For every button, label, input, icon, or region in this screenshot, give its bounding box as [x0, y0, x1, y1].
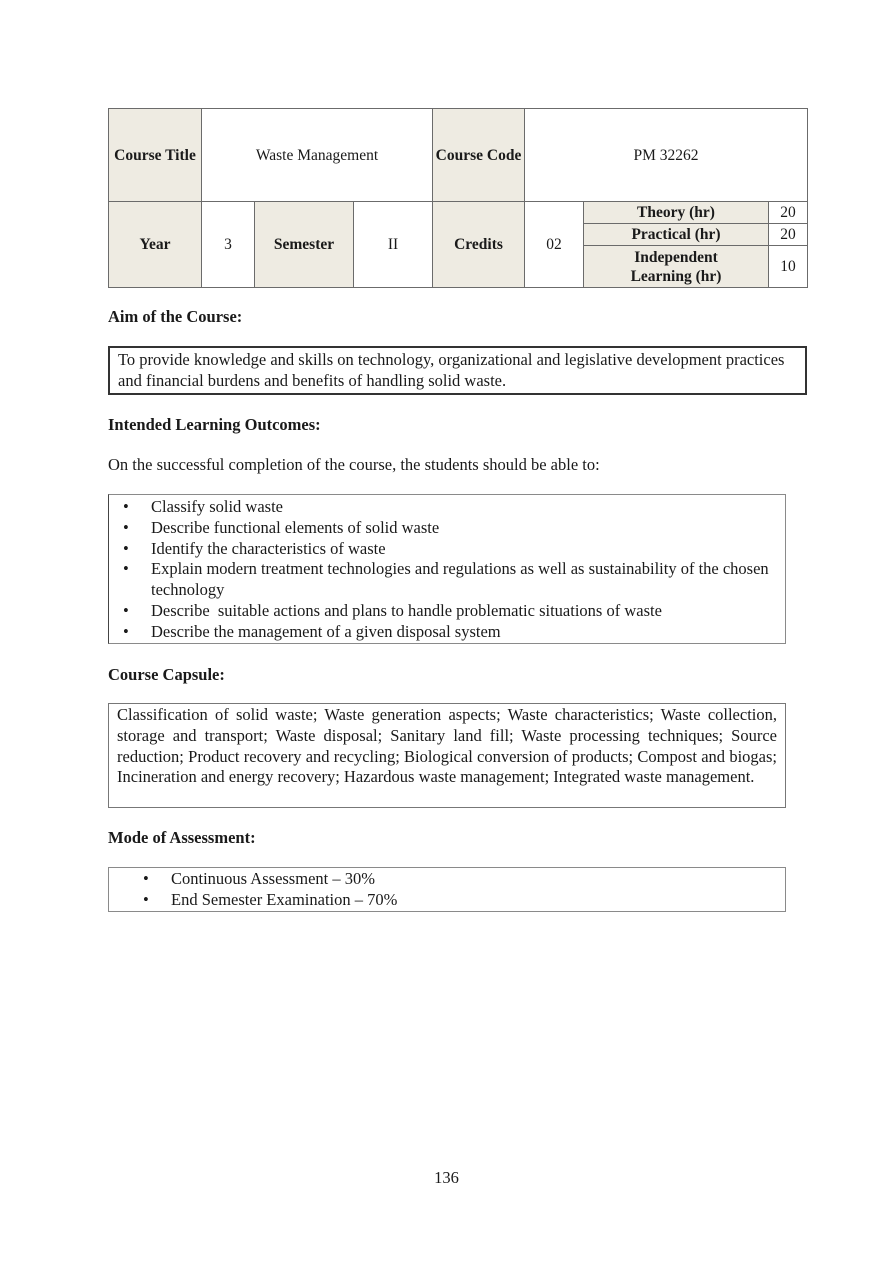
ilo-item-text: Explain modern treatment technologies and regulations as well as sustainability of the chosen technology [151, 559, 769, 600]
ilo-item [109, 622, 779, 643]
bullet-icon: • [143, 889, 149, 909]
bullet-icon: • [143, 869, 149, 888]
credits-label: Credits [433, 202, 525, 288]
course-title-label: Course Title [109, 109, 202, 202]
page-number: 136 [434, 1168, 459, 1187]
assessment-list [109, 869, 785, 911]
practical-hours-value: 20 [769, 224, 808, 246]
bullet-icon: • [123, 559, 129, 579]
year-label: Year [109, 202, 202, 288]
ilo-list [109, 497, 779, 643]
bullet-icon: • [123, 517, 129, 537]
course-code-value: PM 32262 [525, 109, 808, 202]
course-info-table [108, 108, 808, 288]
ilo-item-text: Classify solid waste [151, 497, 283, 516]
independent-learning-label: Independent Learning (hr) [584, 246, 769, 288]
ilo-item [109, 601, 779, 622]
assessment-item [109, 869, 785, 890]
assessment-item-text: Continuous Assessment – 30% [171, 869, 375, 888]
semester-label: Semester [255, 202, 354, 288]
bullet-icon: • [123, 621, 129, 641]
ilo-item [109, 497, 779, 518]
assessment-heading: Mode of Assessment: [108, 828, 256, 847]
ilo-item-text: Describe functional elements of solid waste [151, 517, 440, 537]
assessment-box [108, 867, 786, 912]
assessment-item-text: End Semester Examination – 70% [171, 889, 398, 909]
ilo-item-text: Describe the management of a given disposal system [151, 621, 501, 641]
independent-learning-value: 10 [769, 246, 808, 288]
ilo-item-text: Describe suitable actions and plans to handle problematic situations of waste [151, 600, 662, 620]
year-value: 3 [202, 202, 255, 288]
aim-heading: Aim of the Course: [108, 307, 243, 326]
course-code-label: Course Code [433, 109, 525, 202]
credits-value: 02 [525, 202, 584, 288]
capsule-box: Classification of solid waste; Waste generation aspects; Waste characteristics; Waste collection, storage and transport; Waste disposal; Sanitary land fill; Waste processing techniques; Source reduction; Product recovery and recycling; Biological conversion of products; Compost and biogas; Incineration and energy recovery; Hazardous waste management; Integrated waste management. [108, 703, 786, 808]
aim-box: To provide knowledge and skills on technology, organizational and legislative development practices and financial burdens and benefits of handling solid waste. [108, 346, 807, 395]
theory-hours-label: Theory (hr) [584, 202, 769, 224]
semester-value: II [354, 202, 433, 288]
ilo-box [108, 494, 786, 644]
theory-hours-value: 20 [769, 202, 808, 224]
assessment-item [109, 890, 785, 911]
bullet-icon: • [123, 600, 129, 620]
ilo-item [109, 518, 779, 539]
ilo-item [109, 559, 779, 601]
ilo-item [109, 539, 779, 560]
bullet-icon: • [123, 497, 129, 516]
course-title-value: Waste Management [202, 109, 433, 202]
bullet-icon: • [123, 538, 129, 558]
ilo-intro: On the successful completion of the course, the students should be able to: [108, 455, 600, 474]
practical-hours-label: Practical (hr) [584, 224, 769, 246]
capsule-heading: Course Capsule: [108, 665, 225, 684]
ilo-item-text: Identify the characteristics of waste [151, 538, 386, 558]
ilo-heading: Intended Learning Outcomes: [108, 415, 321, 434]
